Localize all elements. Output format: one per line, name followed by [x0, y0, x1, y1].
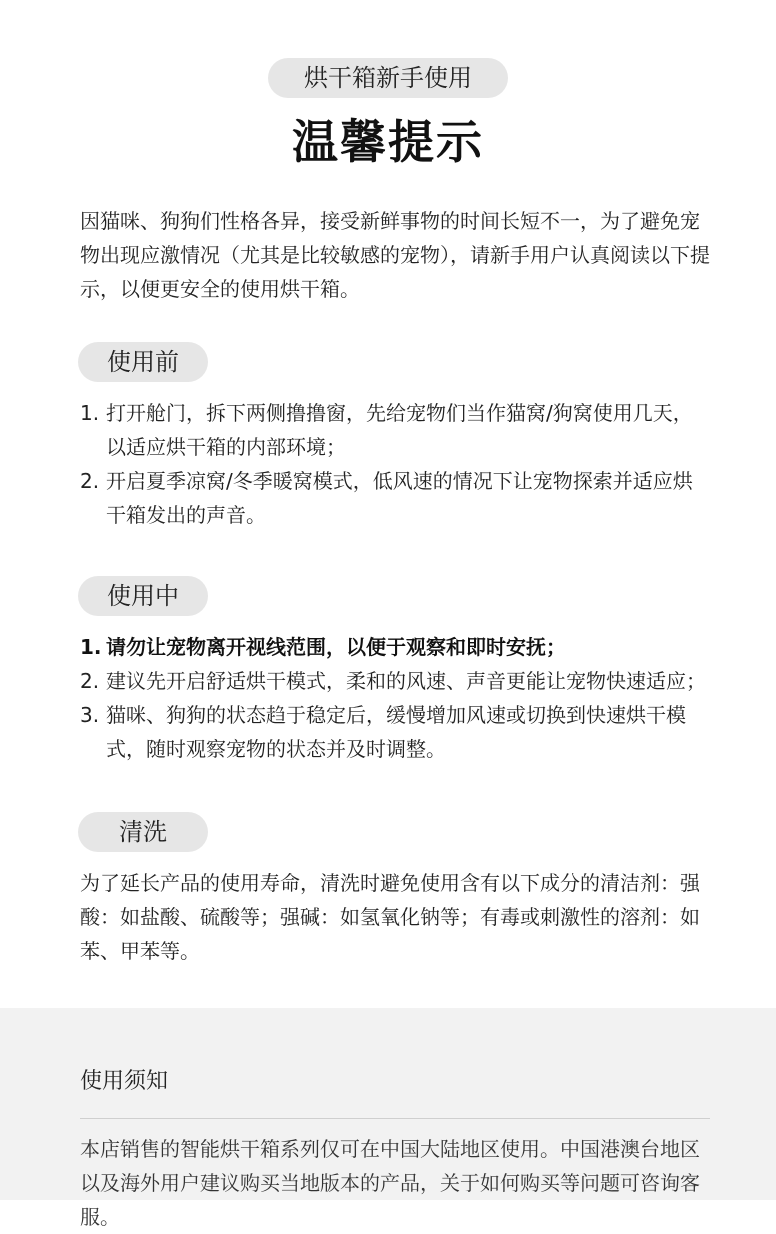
before-use-list [80, 396, 710, 532]
list-item-number: 1. [80, 401, 100, 425]
list-item [80, 630, 710, 664]
list-item-text: 请勿让宠物离开视线范围，以便于观察和即时安抚； [106, 635, 566, 659]
usage-notice-section [0, 1008, 776, 1229]
page-title: 温馨提示 [292, 115, 484, 169]
list-item-text: 建议先开启舒适烘干模式，柔和的风速、声音更能让宠物快速适应； [106, 669, 706, 693]
intro-paragraph: 因猫咪、狗狗们性格各异，接受新鲜事物的时间长短不一，为了避免宠物出现应激情况（尤其是比较敏感的宠物），请新手用户认真阅读以下提示，以便更安全的使用烘干箱。 [80, 209, 710, 301]
list-item [80, 464, 710, 532]
list-item [80, 698, 710, 766]
list-item-text: 猫咪、狗狗的状态趋于稳定后，缓慢增加风速或切换到快速烘干模式，随时观察宠物的状态并及时调整。 [106, 703, 686, 761]
list-item [80, 664, 710, 698]
list-item-number: 2. [80, 669, 100, 693]
section-label-before-use: 使用前 [78, 342, 208, 382]
list-item-text: 打开舱门，拆下两侧撸撸窗，先给宠物们当作猫窝/狗窝使用几天，以适应烘干箱的内部环境； [106, 401, 693, 459]
section-label-cleaning: 清洗 [78, 812, 208, 852]
list-item [80, 396, 710, 464]
list-item-number: 2. [80, 469, 100, 493]
list-item-number: 3. [80, 703, 100, 727]
cleaning-paragraph: 为了延长产品的使用寿命，清洗时避免使用含有以下成分的清洁剂：强酸：如盐酸、硫酸等；强碱：如氢氧化钠等；有毒或刺激性的溶剂：如苯、甲苯等。 [80, 871, 700, 963]
guide-badge: 烘干箱新手使用 [268, 58, 508, 98]
during-use-list [80, 630, 710, 766]
divider [80, 1118, 710, 1119]
notice-paragraph: 本店销售的智能烘干箱系列仅可在中国大陆地区使用。中国港澳台地区以及海外用户建议购买当地版本的产品，关于如何购买等问题可咨询客服。 [80, 1137, 700, 1229]
list-item-text: 开启夏季凉窝/冬季暖窝模式，低风速的情况下让宠物探索并适应烘干箱发出的声音。 [106, 469, 693, 527]
section-label-during-use: 使用中 [78, 576, 208, 616]
list-item-number: 1. [80, 635, 102, 659]
notice-title: 使用须知 [80, 1069, 169, 1094]
